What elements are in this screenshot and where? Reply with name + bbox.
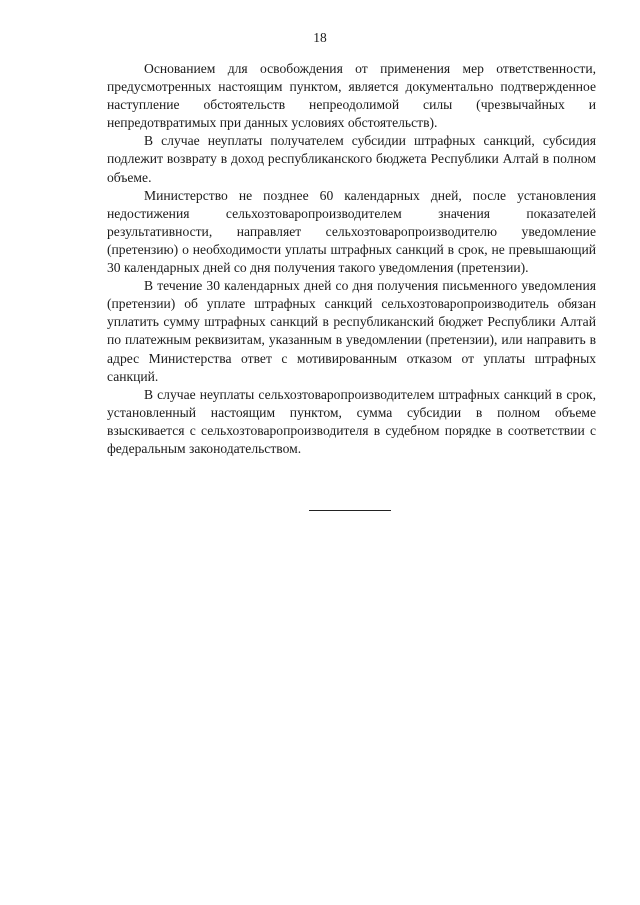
paragraph-force-majeure: Основанием для освобождения от применения мер ответственности, предусмотренных настоящим пунктом, является документально подтвержденное наступление обстоятельств непреодолимой силы (чрезвычайных и непредотвратимых при данных условиях обстоятельств). [107,61,596,131]
end-separator-line [309,510,391,511]
paragraph-ministry-notice: Министерство не позднее 60 календарных дней, после установления недостижения сельхозтоваропроизводителем значения показателей результативности, направляет сельхозтоваропроизводителю уведомление (претензию) о необходимости уплаты штрафных санкций в срок, не превышающий 30 календарных дней со дня получения такого уведомления (претензии). [107,187,596,276]
paragraph-payment-deadline: В течение 30 календарных дней со дня получения письменного уведомления (претензии) об уплате штрафных санкций сельхозтоваропроизводитель обязан уплатить сумму штрафных санкций в республиканский бюджет Республики Алтай по платежным реквизитам, указанным в уведомлении (претензии), или направить в адрес Министерства ответ с мотивированным отказом от уплаты штрафных санкций. [107,278,596,384]
paragraph-subsidy-return: В случае неуплаты получателем субсидии штрафных санкций, субсидия подлежит возврату в доход республиканского бюджета Республики Алтай в полном объеме. [107,133,596,185]
page-number: 18 [313,30,327,45]
document-body [107,60,596,458]
paragraph-judicial-recovery: В случае неуплаты сельхозтоваропроизводителем штрафных санкций в срок, установленный настоящим пунктом, сумма субсидии в полном объеме взыскивается с сельхозтоваропроизводителя в судебном порядке в соответствии с федеральным законодательством. [107,386,596,456]
